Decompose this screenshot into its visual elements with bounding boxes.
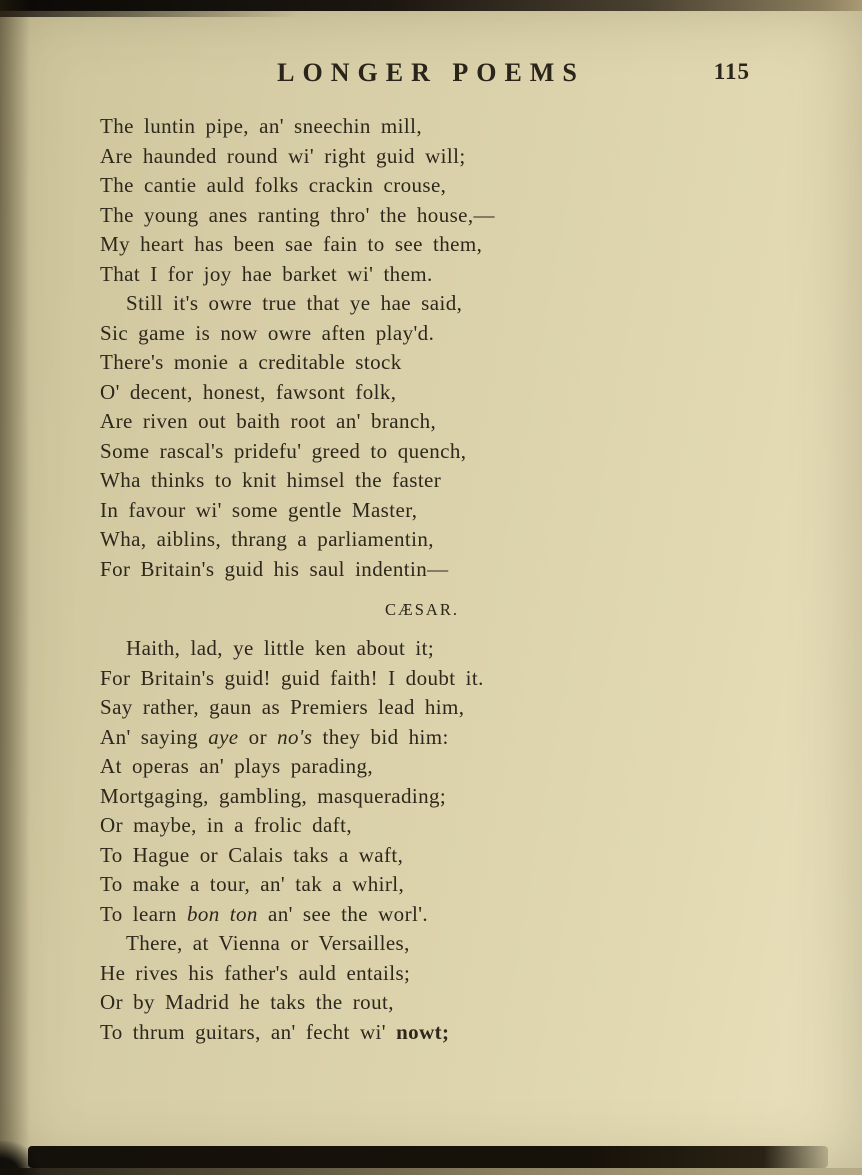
poem-line [100,693,744,723]
poem-text-segment: Are haunded round wi' right guid will; [100,143,466,168]
poem-line [100,201,744,231]
poem-text-segment: Haith, lad, ye little ken about it; [126,636,435,660]
page-number: 115 [713,59,750,84]
poem-text-segment: At operas an' plays parading, [100,754,374,778]
poem-text-segment: Mortgaging, gambling, masquerading; [100,783,447,808]
poem-text-segment: That I for joy hae barket wi' them. [100,261,433,286]
poem-text-segment: Are riven out baith root an' branch, [100,409,437,433]
poem-line [100,723,744,753]
poem-line [100,171,744,201]
poem-line [100,289,744,319]
scan-edge-left-shadow [0,0,30,1175]
poem-text-segment: The cantie auld folks crackin crouse, [100,173,447,197]
poem-line [100,634,744,664]
poem-line [100,841,744,871]
section-heading: CÆSAR. [385,600,459,619]
poem-text-segment: bon ton [186,901,258,926]
poem-line [100,929,744,959]
poem-line [100,752,744,782]
poem-text-segment: Say rather, gaun as Premiers lead him, [100,695,465,719]
poem-text-segment: an' see the worl'. [257,901,429,926]
poem-line [100,555,744,585]
poem-text-segment: Or by Madrid he taks the rout, [100,990,394,1014]
poem-line [100,496,744,526]
poem-text-segment: The young anes ranting thro' the house,— [100,202,495,227]
poem-line [100,378,744,408]
poem-text-segment: My heart has been sae fain to see them, [100,232,483,256]
poem-line [100,407,744,437]
poem-line [100,142,744,172]
poem-text-segment: no's [277,724,313,749]
poem-line [100,525,744,555]
poem-text-segment: Sic game is now owre aften play'd. [100,320,435,345]
poem-text-segment: Or maybe, in a frolic daft, [100,813,352,837]
poem-line [100,988,744,1018]
poem-text-segment: To learn [100,901,187,926]
poem-text-segment: To thrum guitars, an' fecht wi' [100,1019,397,1044]
page-title: LONGER POEMS [277,58,585,87]
poem-line [100,664,744,694]
poem-line [100,348,744,378]
poem-line [100,870,744,900]
poem-line [100,1018,744,1048]
poem-text-segment: To make a tour, an' tak a whirl, [100,872,405,896]
poem-line [100,319,744,349]
poem-line [100,900,744,930]
scan-edge-top-wedge [0,10,300,17]
poem-text-segment: Wha, aiblins, thrang a parliamentin, [100,527,434,551]
poem-text-segment: Still it's owre true that ye hae said, [126,291,463,315]
poem-line [100,959,744,989]
poem-line [100,437,744,467]
poem-text-segment: For Britain's guid! guid faith! I doubt it. [100,665,484,690]
scan-edge-bottom-strip [0,1168,862,1175]
poem-line [100,811,744,841]
poem-body [100,112,744,1047]
poem-line [100,112,744,142]
poem-text-segment: To Hague or Calais taks a waft, [100,842,404,867]
page-header [0,58,862,94]
poem-text-segment: There, at Vienna or Versailles, [126,931,410,955]
poem-text-segment: For Britain's guid his saul indentin— [100,556,449,581]
poem-text-segment: or [238,724,278,749]
poem-text-segment: An' saying [100,724,209,749]
poem-line [100,230,744,260]
poem-line [100,782,744,812]
poem-line [100,260,744,290]
poem-text-segment: Some rascal's pridefu' greed to quench, [100,438,467,463]
poem-text-segment: In favour wi' some gentle Master, [100,497,418,522]
poem-text-segment: nowt; [396,1019,450,1044]
poem-text-segment: Wha thinks to knit himsel the faster [100,468,442,492]
scan-edge-bottom [28,1146,828,1168]
poem-text-segment: aye [208,724,239,749]
poem-text-segment: they bid him: [312,724,449,749]
poem-text-segment: O' decent, honest, fawsont folk, [100,379,397,404]
poem-text-segment: The luntin pipe, an' sneechin mill, [100,114,422,138]
poem-text-segment: There's monie a creditable stock [100,350,402,374]
poem-line [100,466,744,496]
poem-text-segment: He rives his father's auld entails; [100,960,411,985]
